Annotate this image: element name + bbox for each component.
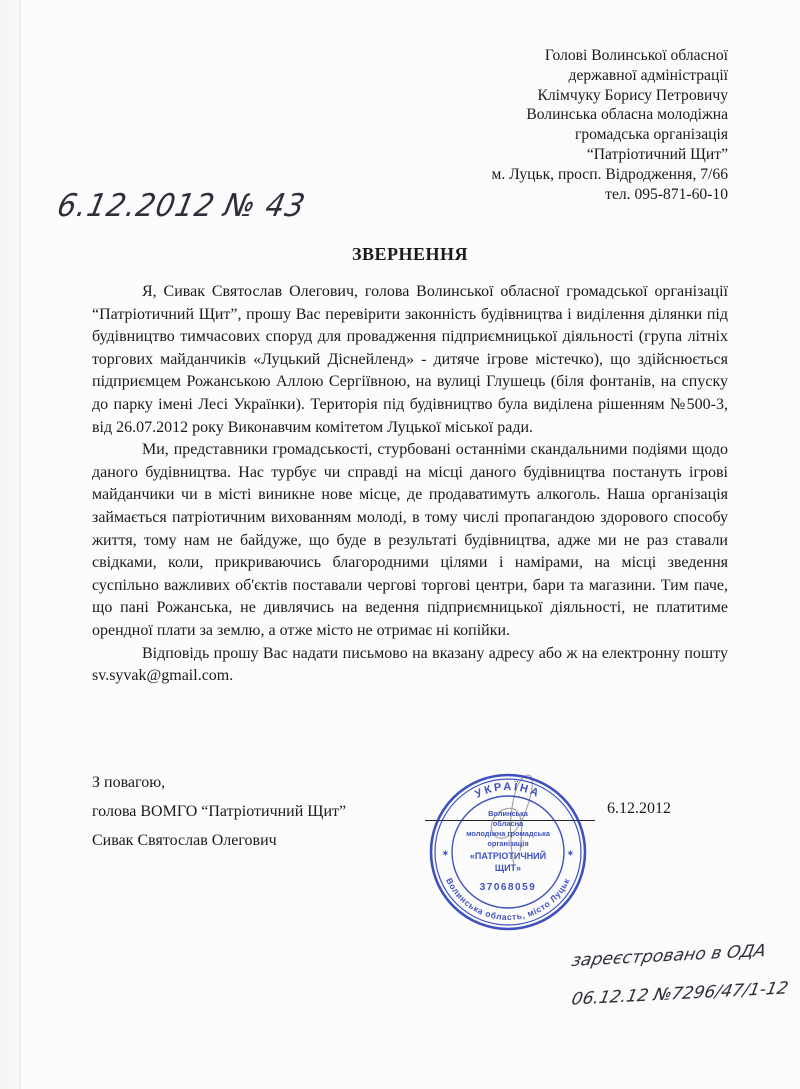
addressee-line: тел. 095-871-60-10	[605, 185, 728, 203]
addressee-line: Клімчуку Борису Петровичу	[537, 86, 728, 104]
closing-date: 6.12.2012	[607, 800, 671, 817]
body-paragraph: Я, Сивак Святослав Олегович, голова Волинської обласної громадської організації “Патріотичний Щит”, прошу Вас перевірити законність будівництва і виділення ділянки під будівництво тимчасових споруд для провадження підприємницької діяльності (група літніх торгових майданчиків «Луцький Діснейленд» - дитяче ігрове містечко), що здійснюється підприємцем Рожанською Аллою Сергіївною, на вулиці Глушець (біля фонтанів, на спуску до парку імені Лесі Українки). Територія під будівництво була виділена рішенням №500-3, від 26.07.2012 року Виконавчим комітетом Луцької міської ради.	[92, 283, 728, 436]
body-paragraph: Відповідь прошу Вас надати письмово на вказану адресу або ж на електронну пошту sv.syvak@gmail.com.	[92, 644, 728, 685]
seal-inner-line: ЩИТ»	[494, 863, 522, 873]
seal-inner-line: молодіжна громадська	[466, 829, 550, 838]
seal-star-left: ✶	[442, 849, 449, 858]
closing-regards: З повагою,	[92, 774, 166, 791]
body-paragraph: Ми, представники громадськості, стурбовані останніми скандальними подіями щодо даного будівництва. Нас турбує чи справді на місці даного будівництва постануть ігрові майданчики чи в місті виникне нове місце, де продаватимуть алкоголь. Наша організація займається патріотичним вихованням молоді, в тому числі пропагандою здорового способу життя, тому нам не байдуже, що буде в результаті будівництва, адже ми не раз ставали свідками, коли, прикриваючись благородними цілями і намірами, на місці зведення суспільно важливих об'єктів поставали чергові торгові центри, бари та магазини. Тим паче, що пані Рожанська, не дивлячись на ведення підприємницької діяльності, не платитиме орендної плати за землю, а отже місто не отримає ні копійки.	[92, 441, 728, 639]
addressee-line: громадська організація	[574, 126, 728, 144]
seal-inner-line: «ПАТРІОТИЧНИЙ	[469, 851, 547, 861]
closing-block	[92, 768, 346, 855]
document-title: ЗВЕРНЕННЯ	[351, 244, 468, 264]
organization-seal	[428, 772, 588, 932]
seal-star-right: ✶	[567, 849, 574, 858]
document-body	[92, 281, 728, 688]
addressee-block	[492, 46, 729, 204]
addressee-line: “Патріотичний Щит”	[586, 145, 728, 163]
addressee-line: Голові Волинської обласної	[544, 47, 728, 64]
seal-inner-line: Волинська	[488, 809, 528, 818]
closing-name: Сивак Святослав Олегович	[92, 832, 277, 849]
seal-code: 37068059	[479, 882, 537, 893]
seal-bottom-text: Волинська область, місто Луцьк	[444, 876, 572, 923]
seal-graphic	[428, 772, 588, 932]
seal-top-text: УКРАЇНА	[473, 780, 543, 801]
addressee-line: Волинська обласна молодіжна	[526, 106, 728, 124]
handwritten-outgoing-number: 6.12.2012 № 43	[54, 186, 309, 224]
closing-position: голова ВОМГО “Патріотичний Щит”	[92, 803, 347, 820]
seal-inner-line: обласна	[492, 819, 524, 828]
scan-edge	[19, 0, 21, 1089]
seal-inner-line: організація	[487, 839, 529, 848]
handwritten-registration-number: 06.12.12 №7296/47/1-12	[569, 978, 790, 1010]
handwritten-registration-note: зареєстровано в ОДА	[569, 941, 768, 971]
addressee-line: м. Луцьк, просп. Відродження, 7/66	[491, 165, 728, 183]
addressee-line: державної адміністрації	[568, 66, 728, 84]
